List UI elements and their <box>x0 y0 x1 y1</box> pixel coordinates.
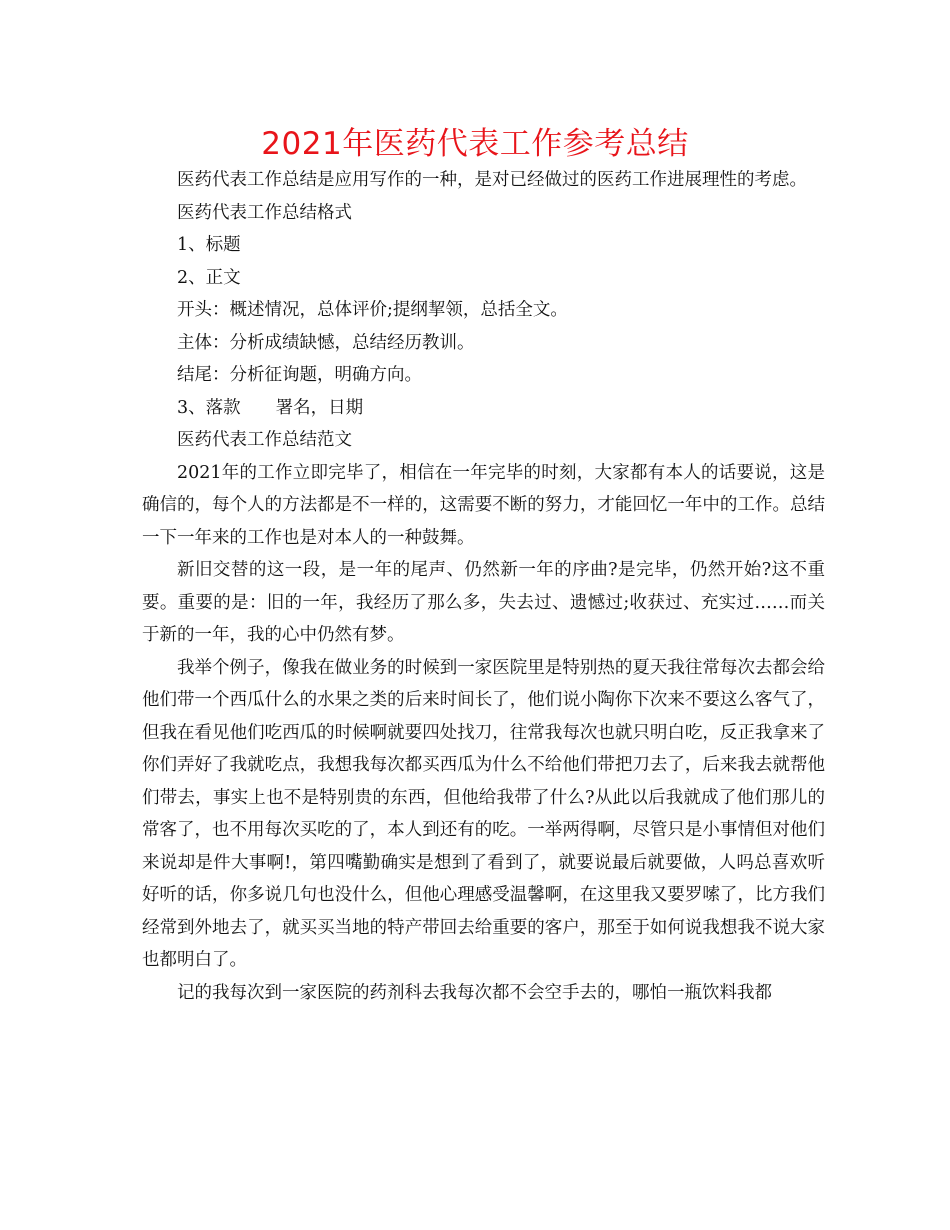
paragraph-format-title: 1、标题 <box>177 235 241 255</box>
paragraph-format-heading: 医药代表工作总结格式 <box>177 202 352 223</box>
paragraph-format-signature: 3、落款 署名，日期 <box>177 397 364 418</box>
paragraph-sample-4: 记的我每次到一家医院的药剂科去我每次都不会空手去的，哪怕一瓶饮料我都 <box>177 982 772 1003</box>
document-body <box>142 164 825 1009</box>
paragraph-format-main: 主体：分析成绩缺憾，总结经历教训。 <box>177 332 475 353</box>
paragraph-sample-1: 2021年的工作立即完毕了，相信在一年完毕的时刻，大家都有本人的话要说，这是确信的，每个人的方法都是不一样的，这需要不断的努力，才能回忆一年中的工作。总结一下一年来的工作也是对本人的一种鼓舞。 <box>142 462 825 548</box>
paragraph-sample-3: 我举个例子，像我在做业务的时候到一家医院里是特别热的夏天我往常每次去都会给他们带一个西瓜什么的水果之类的后来时间长了，他们说小陶你下次来不要这么客气了，但我在看见他们吃西瓜的时候啊就要四处找刀，往常我每次也就只明白吃，反正我拿来了你们弄好了我就吃点，我想我每次都买西瓜为什么不给他们带把刀去了，后来我去就帮他们带去，事实上也不是特别贵的东西，但他给我带了什么?从此以后我就成了他们那儿的常客了，也不用每次买吃的了，本人到还有的吃。一举两得啊，尽管只是小事情但对他们来说却是件大事啊!，第四嘴勤确实是想到了看到了，就要说最后就要做，人吗总喜欢听好听的话，你多说几句也没什么，但他心理感受温馨啊，在这里我又要罗嗦了，比方我们经常到外地去了，就买买当地的特产带回去给重要的客户，那至于如何说我想我不说大家也都明白了。 <box>142 657 825 970</box>
paragraph-sample-2: 新旧交替的这一段，是一年的尾声、仍然新一年的序曲?是完毕，仍然开始?这不重要。重要的是：旧的一年，我经历了那么多，失去过、遗憾过;收获过、充实过……而关于新的一年，我的心中仍然有梦。 <box>142 560 825 645</box>
paragraph-format-opening: 开头：概述情况，总体评价;提纲挈领，总括全文。 <box>177 300 568 320</box>
document-title: 2021年医药代表工作参考总结 <box>261 126 689 162</box>
paragraph-format-body: 2、正文 <box>177 267 241 288</box>
paragraph-sample-heading: 医药代表工作总结范文 <box>177 430 352 450</box>
paragraph-format-ending: 结尾：分析征询题，明确方向。 <box>177 365 422 385</box>
paragraph-intro: 医药代表工作总结是应用写作的一种，是对已经做过的医药工作进展理性的考虑。 <box>177 170 807 190</box>
